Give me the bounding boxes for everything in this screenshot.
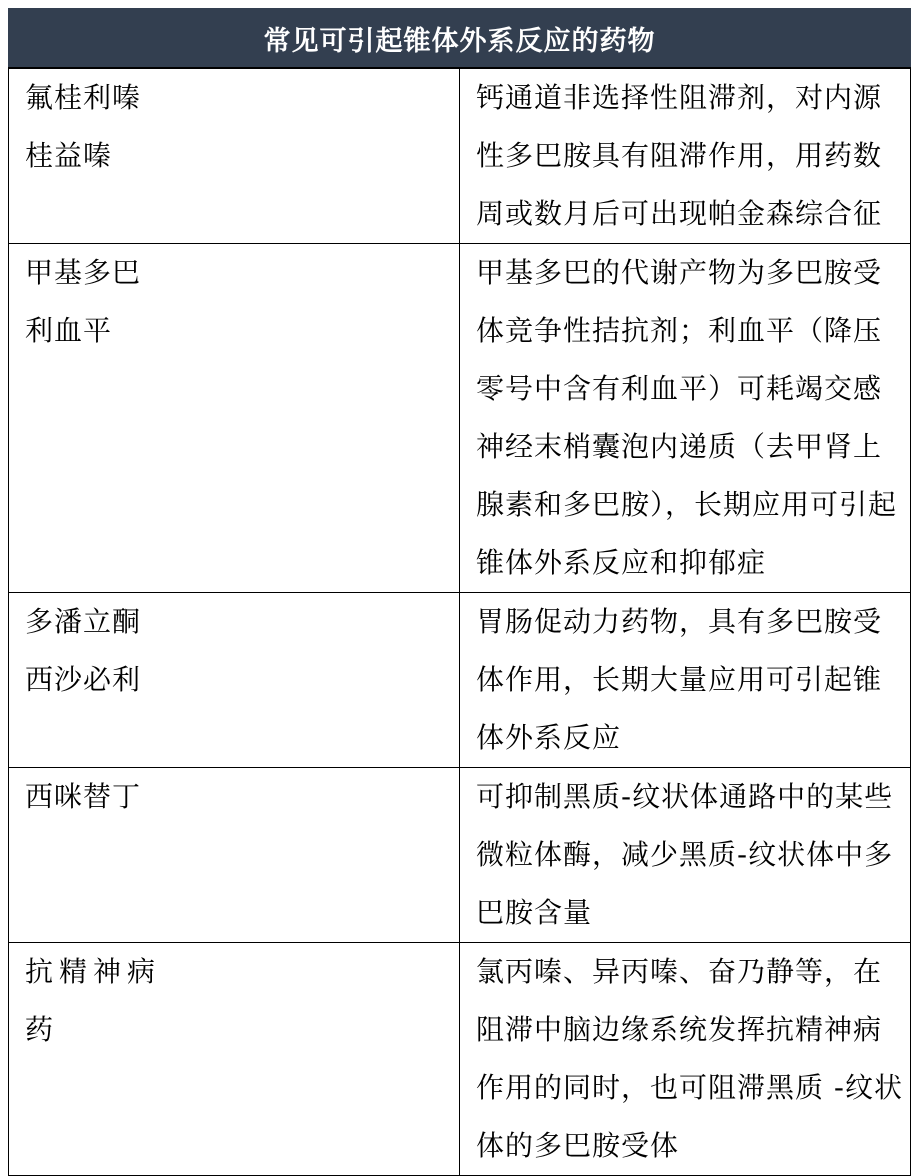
drug-name-cell [9,943,460,1176]
drug-name: 抗精神病 [25,955,162,988]
drug-name: 氟桂利嗪 [25,81,142,114]
drug-name: 西咪替丁 [25,780,142,813]
table-row [9,593,911,768]
drug-name-cell [9,68,460,244]
table-row [9,68,911,244]
drug-name-cell [9,244,460,593]
table-row [9,768,911,943]
drug-table [8,8,911,1176]
drug-name: 利血平 [25,314,113,347]
drug-name: 桂益嗪 [25,139,113,172]
drug-name: 西沙必利 [25,663,142,696]
drug-name: 药 [25,1013,55,1046]
table-row [9,943,911,1176]
drug-description: 可抑制黑质-纹状体通路中的某些微粒体酶，减少黑质-纹状体中多巴胺含量 [460,768,911,943]
table-title: 常见可引起锥体外系反应的药物 [9,9,911,69]
drug-table-container [8,8,911,1176]
drug-description: 甲基多巴的代谢产物为多巴胺受体竞争性拮抗剂；利血平（降压零号中含有利血平）可耗竭交感神经末梢囊泡内递质（去甲肾上腺素和多巴胺），长期应用可引起锥体外系反应和抑郁症 [460,244,911,593]
drug-name-cell [9,593,460,768]
drug-name-cell [9,768,460,943]
drug-description: 氯丙嗪、异丙嗪、奋乃静等，在阻滞中脑边缘系统发挥抗精神病作用的同时，也可阻滞黑质 -纹状体的多巴胺受体 [460,943,911,1176]
drug-description: 胃肠促动力药物，具有多巴胺受体作用，长期大量应用可引起锥体外系反应 [460,593,911,768]
table-row [9,244,911,593]
drug-description: 钙通道非选择性阻滞剂，对内源性多巴胺具有阻滞作用，用药数周或数月后可出现帕金森综合征 [460,68,911,244]
drug-name: 甲基多巴 [25,256,142,289]
drug-name: 多潘立酮 [25,605,142,638]
